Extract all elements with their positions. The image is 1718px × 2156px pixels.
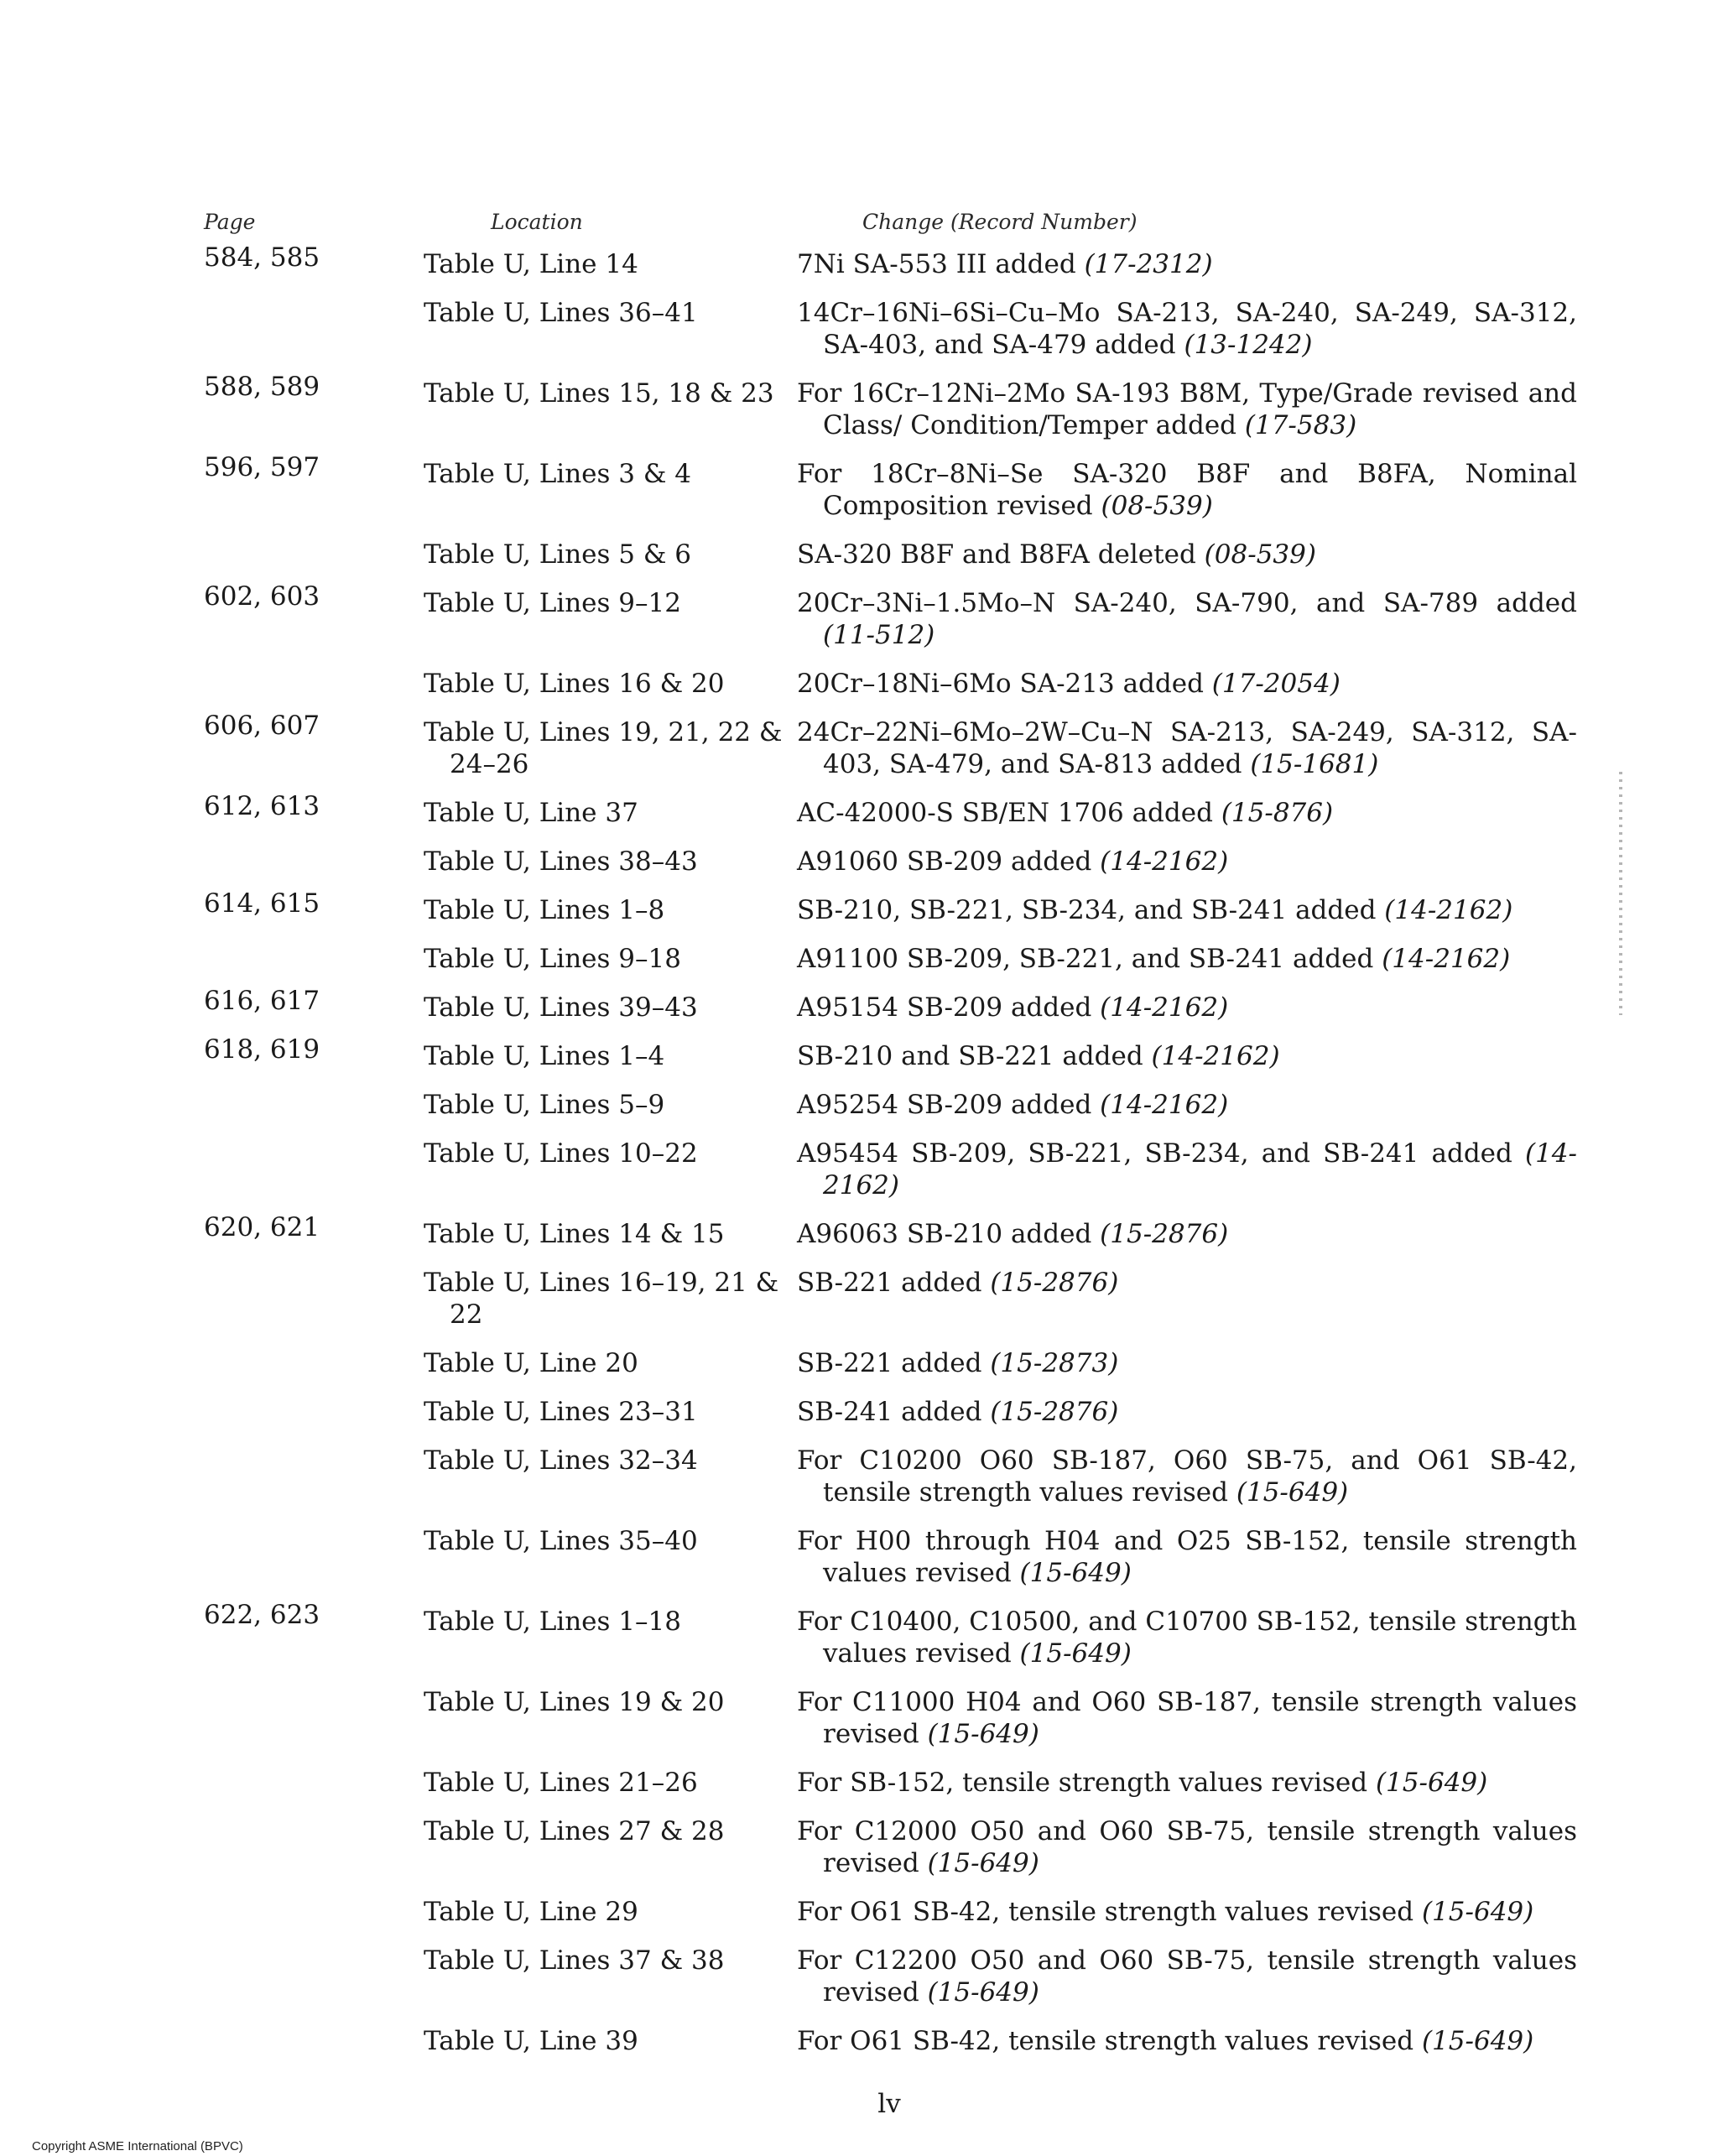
table-row — [204, 581, 1580, 651]
table-row — [204, 1034, 1580, 1072]
page-column-header: Page — [204, 210, 256, 234]
table-row — [204, 1896, 1580, 1928]
change-text: A95454 SB-209, SB-221, SB-234, and SB-241 added — [797, 1138, 1512, 1169]
record-number: (15-649) — [1421, 2026, 1534, 2056]
table-row — [204, 1815, 1580, 1879]
location-cell: Table U, Lines 21–26 — [424, 1768, 698, 1798]
location-cell: Table U, Lines 9–12 — [424, 588, 681, 618]
change-text: For SB-152, tensile strength values revised — [797, 1768, 1368, 1798]
change-text: SB-221 added — [797, 1268, 982, 1298]
record-number: (15-649) — [1421, 1897, 1534, 1927]
change-text: For H00 through H04 and O25 SB-152, tensile strength values revised — [797, 1526, 1577, 1588]
table-row — [204, 943, 1580, 975]
page-number: lv — [877, 2089, 901, 2119]
location-cell: Table U, Lines 15, 18 & 23 — [424, 378, 774, 409]
change-text: 20Cr–3Ni–1.5Mo–N SA-240, SA-790, and SA-789 added — [797, 588, 1577, 618]
record-number: (15-2876) — [990, 1397, 1119, 1427]
record-number: (14-2162) — [1384, 895, 1513, 925]
change-cell — [797, 992, 1577, 1023]
table-row — [204, 297, 1580, 361]
record-number: (15-649) — [1019, 1638, 1132, 1669]
location-cell: Table U, Line 37 — [424, 798, 638, 828]
change-cell — [797, 1089, 1577, 1121]
table-row — [204, 1138, 1580, 1201]
page-cell: 614, 615 — [204, 888, 320, 919]
change-cell — [797, 668, 1577, 700]
table-row — [204, 1212, 1580, 1250]
table-row — [204, 539, 1580, 570]
change-cell — [797, 1347, 1577, 1379]
change-cell — [797, 1218, 1577, 1250]
location-cell: Table U, Lines 39–43 — [424, 992, 698, 1023]
record-number: (14-2162) — [1151, 1041, 1280, 1071]
location-cell: Table U, Lines 1–8 — [424, 895, 665, 925]
change-text: A95254 SB-209 added — [797, 1090, 1092, 1120]
location-cell: Table U, Line 14 — [424, 249, 638, 279]
change-text: For 16Cr–12Ni–2Mo SA-193 B8M, Type/Grade revised and Class/ Condition/Temper added — [797, 378, 1577, 440]
record-number: (14-2162) — [1382, 944, 1511, 974]
change-text: SA-320 B8F and B8FA deleted — [797, 539, 1196, 570]
change-cell — [797, 1945, 1577, 2008]
change-cell — [797, 1396, 1577, 1428]
record-number: (14-2162) — [1100, 846, 1229, 877]
table-row — [204, 1686, 1580, 1750]
record-number: (14-2162) — [1100, 992, 1229, 1023]
change-cell — [797, 2025, 1577, 2057]
record-number: (17-2054) — [1211, 669, 1341, 699]
page-cell: 622, 623 — [204, 1600, 320, 1630]
table-row — [204, 986, 1580, 1023]
change-cell — [797, 716, 1577, 780]
record-number: (15-876) — [1221, 798, 1334, 828]
change-cell — [797, 943, 1577, 975]
location-cell: Table U, Lines 16 & 20 — [424, 669, 725, 699]
location-cell: Table U, Lines 32–34 — [424, 1445, 698, 1476]
margin-revision-mark — [1619, 772, 1622, 1015]
change-text: SB-221 added — [797, 1348, 982, 1378]
location-cell: Table U, Lines 5–9 — [424, 1090, 665, 1120]
record-number: (15-649) — [927, 1848, 1039, 1878]
table-row — [204, 452, 1580, 522]
table-row — [204, 711, 1580, 780]
location-column-header: Location — [491, 210, 583, 234]
page-cell: 612, 613 — [204, 791, 320, 821]
change-cell — [797, 1138, 1577, 1201]
table-row — [204, 1525, 1580, 1589]
change-cell — [797, 1686, 1577, 1750]
record-number: (15-1681) — [1250, 749, 1379, 779]
change-cell — [797, 378, 1577, 441]
table-row — [204, 1396, 1580, 1428]
record-number: (14-2162) — [1100, 1090, 1229, 1120]
record-number: (17-2312) — [1084, 249, 1213, 279]
record-number: (15-2873) — [990, 1348, 1119, 1378]
record-number: (15-2876) — [1100, 1219, 1229, 1249]
change-cell — [797, 1267, 1577, 1299]
table-row — [204, 846, 1580, 878]
location-cell: Table U, Lines 19 & 20 — [424, 1687, 725, 1717]
record-number: (15-649) — [1375, 1768, 1488, 1798]
change-text: AC-42000-S SB/EN 1706 added — [797, 798, 1213, 828]
change-text: A96063 SB-210 added — [797, 1219, 1092, 1249]
change-cell — [797, 846, 1577, 878]
record-number: (13-1242) — [1184, 330, 1313, 360]
change-cell — [797, 797, 1577, 829]
location-cell: Table U, Lines 37 & 38 — [424, 1945, 725, 1976]
table-row — [204, 1767, 1580, 1799]
change-cell — [797, 587, 1577, 651]
page-cell: 618, 619 — [204, 1034, 320, 1065]
page-cell: 606, 607 — [204, 711, 320, 741]
location-cell: Table U, Lines 27 & 28 — [424, 1816, 725, 1846]
table-row — [204, 1267, 1580, 1331]
table-row — [204, 791, 1580, 829]
record-number: (15-649) — [1236, 1477, 1349, 1508]
change-cell — [797, 1767, 1577, 1799]
record-number: (08-539) — [1204, 539, 1316, 570]
location-cell: Table U, Lines 1–18 — [424, 1607, 681, 1637]
location-cell: Table U, Lines 10–22 — [424, 1138, 698, 1169]
location-cell: Table U, Lines 5 & 6 — [424, 539, 692, 570]
record-number: (14-2162) — [823, 1138, 1577, 1200]
record-number: (15-649) — [1019, 1558, 1132, 1588]
change-text: A91060 SB-209 added — [797, 846, 1092, 877]
page-cell: 602, 603 — [204, 581, 320, 612]
change-cell — [797, 1815, 1577, 1879]
location-cell: Table U, Lines 3 & 4 — [424, 459, 692, 489]
record-number: (08-539) — [1101, 491, 1213, 521]
location-cell: Table U, Lines 35–40 — [424, 1526, 698, 1556]
location-cell: Table U, Lines 19, 21, 22 & 24–26 — [424, 717, 783, 779]
location-cell: Table U, Lines 1–4 — [424, 1041, 665, 1071]
change-cell — [797, 1040, 1577, 1072]
record-number: (17-583) — [1244, 410, 1357, 440]
location-cell: Table U, Lines 38–43 — [424, 846, 698, 877]
change-text: For O61 SB-42, tensile strength values revised — [797, 2026, 1414, 2056]
table-row — [204, 888, 1580, 926]
change-cell — [797, 458, 1577, 522]
table-row — [204, 242, 1580, 280]
table-row — [204, 1445, 1580, 1508]
change-text: For C12200 O50 and O60 SB-75, tensile strength values revised — [797, 1945, 1577, 2008]
record-number: (15-2876) — [990, 1268, 1119, 1298]
change-cell — [797, 894, 1577, 926]
table-row — [204, 2025, 1580, 2057]
page-cell: 588, 589 — [204, 372, 320, 402]
change-text: 7Ni SA-553 III added — [797, 249, 1076, 279]
change-text: For O61 SB-42, tensile strength values revised — [797, 1897, 1414, 1927]
table-row — [204, 372, 1580, 441]
change-text: 20Cr–18Ni–6Mo SA-213 added — [797, 669, 1204, 699]
change-text: A91100 SB-209, SB-221, and SB-241 added — [797, 944, 1374, 974]
change-cell — [797, 297, 1577, 361]
change-text: For C10200 O60 SB-187, O60 SB-75, and O61 SB-42, tensile strength values revised — [797, 1445, 1577, 1508]
change-cell — [797, 539, 1577, 570]
location-cell: Table U, Lines 16–19, 21 & 22 — [424, 1268, 779, 1330]
page-cell: 620, 621 — [204, 1212, 320, 1242]
changes-table — [204, 242, 1580, 2074]
location-cell: Table U, Lines 14 & 15 — [424, 1219, 725, 1249]
page-cell: 584, 585 — [204, 242, 320, 273]
location-cell: Table U, Lines 9–18 — [424, 944, 681, 974]
location-cell: Table U, Line 20 — [424, 1348, 638, 1378]
location-cell: Table U, Line 39 — [424, 2026, 638, 2056]
table-row — [204, 668, 1580, 700]
change-text: SB-210 and SB-221 added — [797, 1041, 1143, 1071]
change-text: For C10400, C10500, and C10700 SB-152, tensile strength values revised — [797, 1607, 1577, 1669]
change-text: SB-241 added — [797, 1397, 982, 1427]
location-cell: Table U, Lines 36–41 — [424, 298, 698, 328]
change-text: 14Cr–16Ni–6Si–Cu–Mo SA-213, SA-240, SA-249, SA-312, SA-403, and SA-479 added — [797, 298, 1577, 360]
change-text: For C11000 H04 and O60 SB-187, tensile strength values revised — [797, 1687, 1577, 1749]
location-cell: Table U, Lines 23–31 — [424, 1397, 698, 1427]
change-text: A95154 SB-209 added — [797, 992, 1092, 1023]
change-column-header: Change (Record Number) — [862, 210, 1138, 234]
change-cell — [797, 248, 1577, 280]
change-cell — [797, 1896, 1577, 1928]
change-cell — [797, 1525, 1577, 1589]
change-text: For 18Cr–8Ni–Se SA-320 B8F and B8FA, Nominal Composition revised — [797, 459, 1577, 521]
table-row — [204, 1347, 1580, 1379]
page-cell: 596, 597 — [204, 452, 320, 482]
record-number: (15-649) — [927, 1977, 1039, 2008]
record-number: (11-512) — [823, 620, 935, 650]
table-row — [204, 1089, 1580, 1121]
change-cell — [797, 1606, 1577, 1669]
location-cell: Table U, Line 29 — [424, 1897, 638, 1927]
table-row — [204, 1600, 1580, 1669]
page-cell: 616, 617 — [204, 986, 320, 1016]
record-number: (15-649) — [927, 1719, 1039, 1749]
change-text: For C12000 O50 and O60 SB-75, tensile strength values revised — [797, 1816, 1577, 1878]
change-cell — [797, 1445, 1577, 1508]
table-row — [204, 1945, 1580, 2008]
change-text: SB-210, SB-221, SB-234, and SB-241 added — [797, 895, 1377, 925]
copyright-notice: Copyright ASME International (BPVC) — [32, 2139, 243, 2153]
change-text: 24Cr–22Ni–6Mo–2W–Cu–N SA-213, SA-249, SA-312, SA-403, SA-479, and SA-813 added — [797, 717, 1577, 779]
